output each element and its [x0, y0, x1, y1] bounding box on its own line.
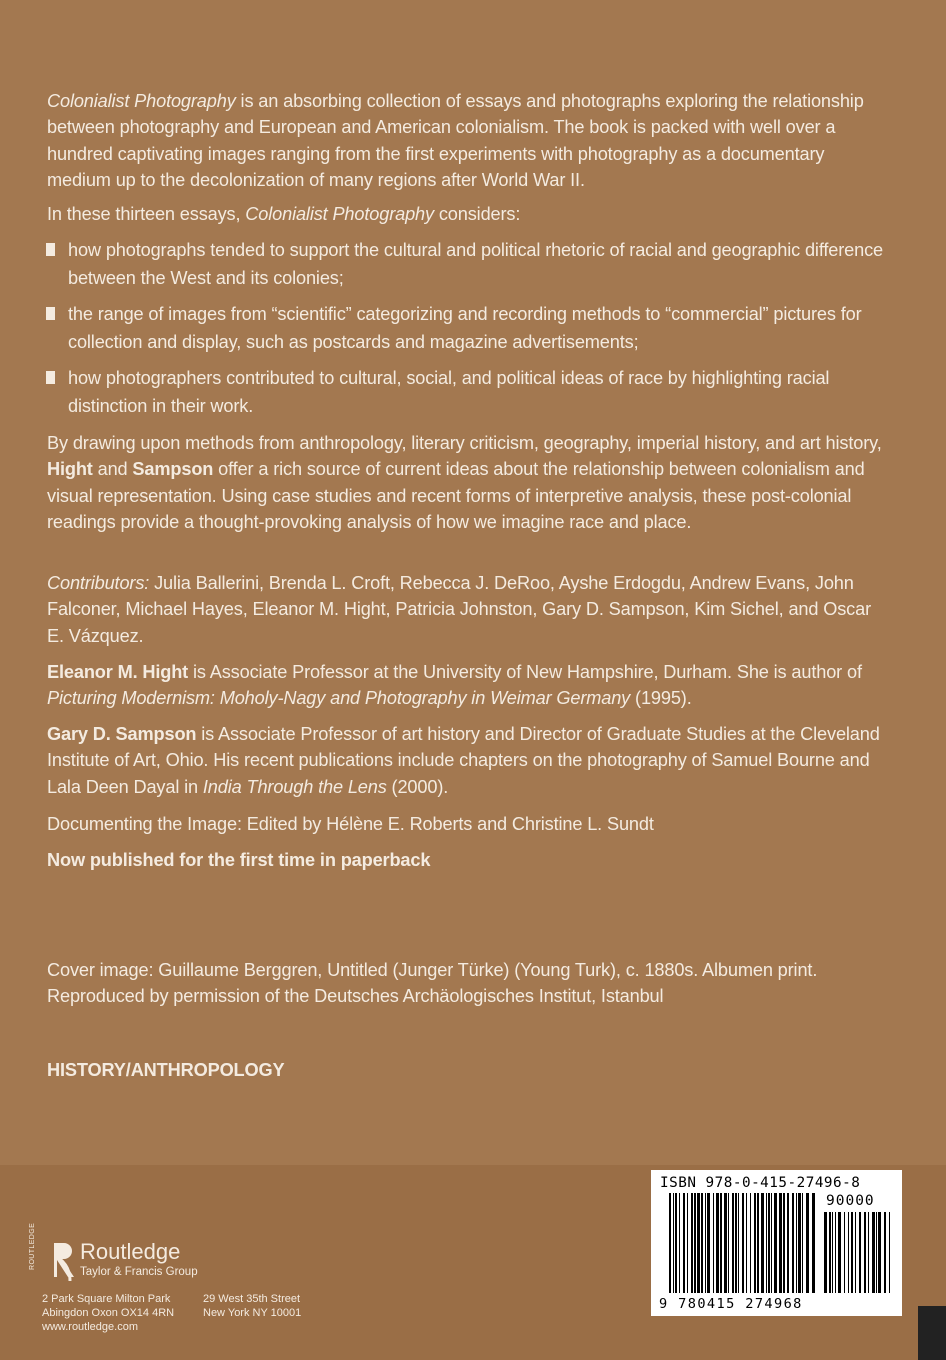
methods-paragraph [47, 430, 892, 535]
sampson-text1: is Associate Professor of art history and Director of Graduate Studies at the Cleveland Institute of Art, Ohio. His recent publications include chapters on the photography of Samuel Bourne and Lala Deen Dayal in [47, 724, 880, 797]
price-code: 90000 [826, 1193, 875, 1209]
sampson-text2: (2000). [386, 776, 449, 797]
bullet-square-icon [46, 307, 55, 320]
author-name-hight: Hight [47, 459, 93, 480]
intro-title: Colonialist Photography [245, 204, 434, 224]
bullet-square-icon [46, 371, 55, 384]
list-item [44, 300, 894, 356]
intro-before: In these thirteen essays, [47, 204, 246, 224]
sampson-name: Gary D. Sampson [47, 724, 197, 744]
us-address-line2: New York NY 10001 [203, 1307, 302, 1319]
subject-category: HISTORY/ANTHROPOLOGY [47, 1060, 285, 1080]
cover-credit [47, 957, 892, 1010]
hight-book: Picturing Modernism: Moholy-Nagy and Photography in Weimar Germany [47, 688, 631, 709]
bullet-square-icon [46, 243, 55, 256]
book-title: Colonialist Photography [47, 91, 236, 111]
publisher-group: Taylor & Francis Group [80, 1266, 198, 1278]
bullet-text: the range of images from “scientific” categorizing and recording methods to “commercial” pictures for collection and display, such as postcards and magazine advertisements; [68, 304, 862, 352]
publisher-name: Routledge [80, 1239, 181, 1264]
contributors-label: Contributors: [47, 573, 150, 593]
uk-address [42, 1292, 174, 1334]
methods-and: and [92, 459, 133, 480]
routledge-vertical-text: ROUTLEDGE [29, 1222, 36, 1270]
hight-name: Eleanor M. Hight [47, 662, 189, 682]
contributors-names: Julia Ballerini, Brenda L. Croft, Rebecca J. DeRoo, Ayshe Erdogdu, Andrew Evans, John Falconer, Michael Hayes, Eleanor M. Hight, Patricia Johnston, Gary D. Sampson, Kim Sichel, and Oscar E. Vázquez. [47, 573, 871, 646]
series-line: Documenting the Image: Edited by Hélène E. Roberts and Christine L. Sundt [47, 814, 654, 834]
uk-address-line2: Abingdon Oxon OX14 4RN [42, 1307, 175, 1319]
intro-line [47, 201, 892, 227]
bullet-list [44, 236, 894, 428]
isbn-text: ISBN 978-0-415-27496-8 [660, 1175, 861, 1191]
cover-credit-line2: Reproduced by permission of the Deutsches Archäologisches Institut, Istanbul [47, 986, 664, 1007]
barcode-digits: 9 780415 274968 [659, 1296, 803, 1312]
list-item [44, 236, 894, 292]
barcode-bars [651, 1170, 901, 1316]
corner-mark [918, 1306, 946, 1360]
isbn-barcode [651, 1170, 902, 1316]
hight-text2: (1995). [630, 688, 692, 709]
intro-after: considers: [433, 204, 521, 224]
blurb-paragraph [47, 88, 892, 193]
publisher-website: www.routledge.com [42, 1321, 138, 1333]
bullet-text: how photographers contributed to cultural, social, and political ideas of race by highlighting racial distinction in their work. [68, 368, 830, 416]
us-address [203, 1292, 301, 1320]
hight-bio [47, 659, 892, 712]
methods-part2: offer a rich source of current ideas about the relationship between colonialism and visual representation. Using case studies and recent forms of interpretive analysis, these post-colonial readings provide a thought-provoking analysis of how we imagine race and place. [47, 459, 865, 532]
contributors-paragraph [47, 570, 892, 649]
hight-text1: is Associate Professor at the University of New Hampshire, Durham. She is author of [188, 662, 862, 682]
paperback-note: Now published for the first time in paperback [47, 850, 431, 870]
methods-part1: By drawing upon methods from anthropology, literary criticism, geography, imperial history, and art history, [47, 433, 882, 453]
author-name-sampson: Sampson [132, 459, 214, 480]
blurb-text: is an absorbing collection of essays and photographs exploring the relationship between photography and European and American colonialism. The book is packed with well over a hundred captivating images ranging from the first experiments with photography as a documentary medium up to the decolonization of many regions after World War II. [47, 91, 864, 190]
uk-address-line1: 2 Park Square Milton Park [42, 1293, 171, 1305]
sampson-book: India Through the Lens [202, 776, 387, 797]
bullet-text: how photographs tended to support the cultural and political rhetoric of racial and geographic difference between the West and its colonies; [68, 240, 884, 288]
us-address-line1: 29 West 35th Street [203, 1293, 301, 1305]
list-item [44, 364, 894, 420]
cover-credit-line1: Cover image: Guillaume Berggren, Untitled (Junger Türke) (Young Turk), c. 1880s. Albumen print. [47, 960, 818, 980]
sampson-bio [47, 721, 892, 800]
